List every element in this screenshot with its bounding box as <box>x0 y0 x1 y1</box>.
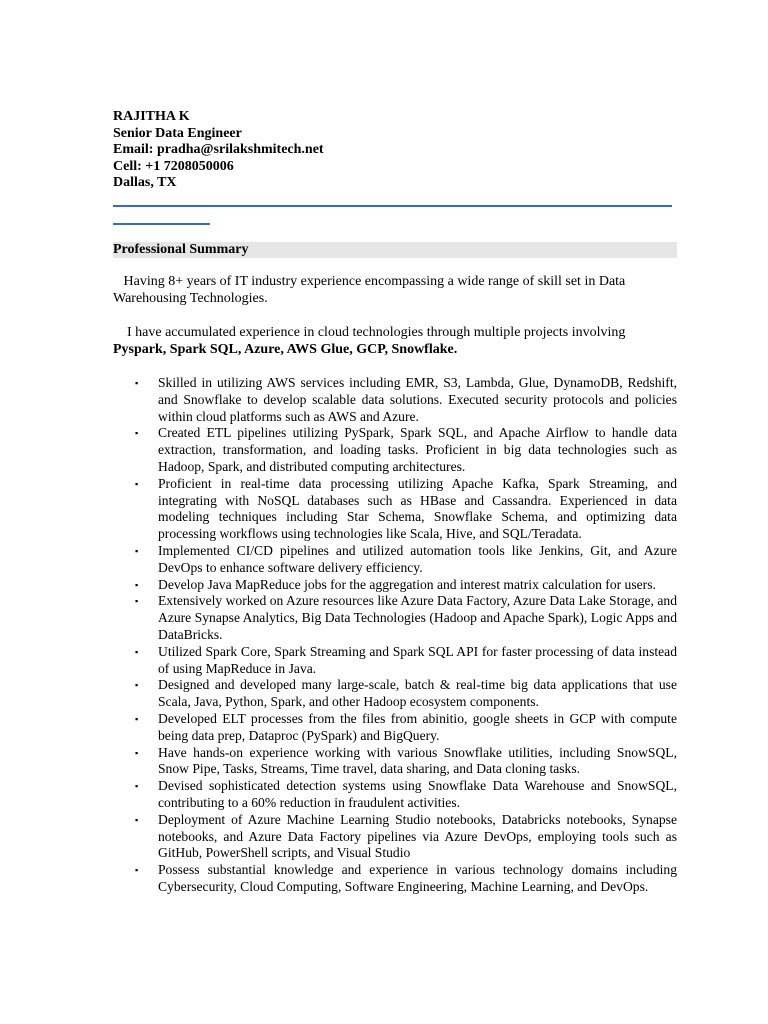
list-item <box>113 745 677 779</box>
list-item <box>113 862 677 896</box>
list-item-text: Deployment of Azure Machine Learning Studio notebooks, Databricks notebooks, Synapse notebooks, and Azure Data Factory pipelines via Azure DevOps, employing tools such as GitHub, PowerShell scripts, and Visual Studio <box>158 811 677 861</box>
divider-short <box>113 223 210 225</box>
bullet-square-icon: ▪ <box>135 478 139 489</box>
bullet-square-icon: ▪ <box>135 646 139 657</box>
bullet-square-icon: ▪ <box>135 865 139 876</box>
list-item <box>113 677 677 711</box>
candidate-name: RAJITHA K <box>113 109 190 124</box>
list-item-text: Proficient in real-time data processing utilizing Apache Kafka, Spark Streaming, and integrating with NoSQL databases such as HBase and Cassandra. Experienced in data modeling techniques including Star Schema, Snowflake Schema, and optimizing data processing workflows using technologies like Scala, Hive, and SQL/Teradata. <box>158 475 677 542</box>
list-item-text: Implemented CI/CD pipelines and utilized automation tools like Jenkins, Git, and Azure DevOps to enhance software delivery efficiency. <box>158 542 677 575</box>
list-item-text: Devised sophisticated detection systems using Snowflake Data Warehouse and SnowSQL, contributing to a 60% reduction in fraudulent activities. <box>158 778 677 810</box>
bullet-square-icon: ▪ <box>135 579 139 590</box>
list-item <box>113 812 677 862</box>
list-item <box>113 375 677 425</box>
email-line: Email: pradha@srilakshmitech.net <box>113 142 324 157</box>
list-item <box>113 711 677 745</box>
list-item-text: Skilled in utilizing AWS services including EMR, S3, Lambda, Glue, DynamoDB, Redshift, and Snowflake to develop scalable data solutions. Executed security protocols and policies within cloud platforms such as AWS and Azure. <box>158 375 677 424</box>
summary-bullet-list <box>113 375 677 896</box>
divider-long <box>113 205 672 207</box>
bullet-square-icon: ▪ <box>135 596 139 607</box>
list-item-text: Have hands-on experience working with various Snowflake utilities, including SnowSQL, Snow Pipe, Tasks, Streams, Time travel, data sharing, and Data cloning tasks. <box>158 744 677 777</box>
summary-paragraph-1-text: Having 8+ years of IT industry experience encompassing a wide range of skill set in Data Warehousing Technologies. <box>113 274 626 306</box>
section-heading-professional-summary: Professional Summary <box>113 242 677 258</box>
list-item-text: Possess substantial knowledge and experience in various technology domains including Cybersecurity, Cloud Computing, Software Engineering, Machine Learning, and DevOps. <box>158 862 677 894</box>
summary-paragraph-1 <box>113 273 677 307</box>
list-item <box>113 425 677 475</box>
contact-header <box>113 109 324 192</box>
list-item <box>113 644 677 678</box>
list-item-text: Develop Java MapReduce jobs for the aggregation and interest matrix calculation for users. <box>158 576 656 592</box>
list-item <box>113 778 677 812</box>
bullet-square-icon: ▪ <box>135 545 139 556</box>
list-item-text: Utilized Spark Core, Spark Streaming and Spark SQL API for faster processing of data instead of using MapReduce in Java. <box>158 643 677 676</box>
cell-line: Cell: +1 7208050006 <box>113 158 234 174</box>
summary-paragraph-2-technologies: Pyspark, Spark SQL, Azure, AWS Glue, GCP, Snowflake. <box>113 342 458 357</box>
bullet-square-icon: ▪ <box>135 814 139 825</box>
bullet-square-icon: ▪ <box>135 428 139 439</box>
bullet-square-icon: ▪ <box>135 713 139 724</box>
bullet-square-icon: ▪ <box>135 747 139 758</box>
list-item-text: Developed ELT processes from the files from abinitio, google sheets in GCP with compute being data prep, Dataproc (PySpark) and BigQuery. <box>158 710 677 743</box>
list-item <box>113 476 677 543</box>
list-item <box>113 577 677 594</box>
bullet-square-icon: ▪ <box>135 680 139 691</box>
list-item <box>113 543 677 577</box>
list-item-text: Extensively worked on Azure resources like Azure Data Factory, Azure Data Lake Storage, and Azure Synapse Analytics, Big Data Technologies (Hadoop and Apache Spark), Logic Apps and DataBricks. <box>158 593 677 642</box>
bullet-square-icon: ▪ <box>135 378 139 388</box>
list-item-text: Designed and developed many large-scale, batch & real-time big data applications that use Scala, Java, Python, Spark, and other Hadoop ecosystem components. <box>158 677 677 710</box>
bullet-square-icon: ▪ <box>135 781 139 792</box>
list-item <box>113 593 677 643</box>
summary-paragraph-2-intro: I have accumulated experience in cloud technologies through multiple projects involving <box>127 325 626 340</box>
list-item-text: Created ETL pipelines utilizing PySpark, Spark SQL, and Apache Airflow to handle data extraction, transformation, and loading tasks. Proficient in big data technologies such as Hadoop, Spark, and distributed computing architectures. <box>158 425 677 474</box>
job-title: Senior Data Engineer <box>113 125 242 141</box>
summary-paragraph-2 <box>113 324 677 358</box>
location-line: Dallas, TX <box>113 175 177 190</box>
